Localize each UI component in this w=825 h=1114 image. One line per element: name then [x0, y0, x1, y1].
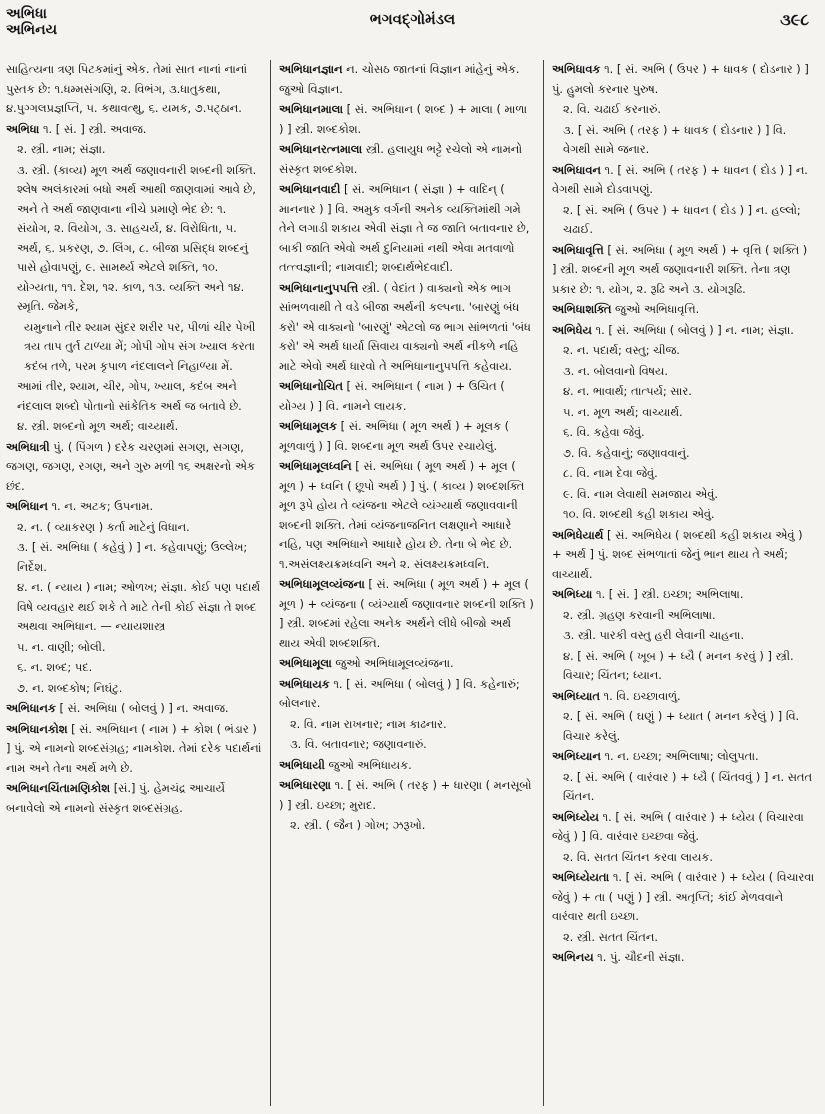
- definition-text: ૨. સ્ત્રી. નામ; સંજ્ઞા.: [17, 142, 106, 156]
- dictionary-entry: [552, 161, 815, 200]
- dictionary-entry: [279, 575, 535, 653]
- headword: અભિધાનમાલા: [279, 102, 344, 116]
- definition-text: ૨. સ્ત્રી. ( જૈન ) ગોખ; ઝરૂખો.: [290, 818, 426, 832]
- definition-text: ૧. [ સં. ] સ્ત્રી. ઇચ્છા; અભિલાષા.: [592, 587, 744, 601]
- definition-text: સાહિત્યના ત્રણ પિટકમાંનું એક. તેમાં સાત નાનાં નાનાં પુસ્તક છે: ૧.ધમ્મસંગણિ, ૨. વિભંગ, ૩.ધાતુકથા, ૪.પુગ્ગલપ્રજ્ઞપ્તિ, ૫. કથાવત્થુ, ૬. યમક, ૭.પટ્ઠાન.: [6, 62, 248, 115]
- definition-text: યમુનાને તીર શ્યામ સુંદર શરીર પર, પીળાં ચીર પેખી ત્રય તાપ તુર્ત ટાળ્યા મેં; ગોપી ગોપ સંગ ખ્યાલ કરતા કદંબ તળે, પરમ કૃપાળ નંદલાલને નિહાળ્યા મેં.: [24, 319, 256, 373]
- column-3: [552, 60, 815, 1106]
- dictionary-entry: [552, 747, 815, 767]
- headword: અભિધાન: [6, 499, 48, 513]
- definition-text: ૩. [ સં. અભિધા ( કહેવું ) ] ન. કહેવાપણું; ઉલ્લેખ; નિર્દેશ.: [17, 540, 248, 574]
- sense-line: [279, 735, 535, 755]
- dictionary-entry: [552, 300, 815, 320]
- headword: અભિધામૂલક: [279, 419, 338, 433]
- headword: અભિધ્યેયતા: [552, 870, 610, 884]
- dictionary-entry: [279, 417, 535, 456]
- definition-text: [ સં. અભિધાન ( સંજ્ઞા ) + વાદિન્ ( માનનાર ) ] વિ. અમુક વર્ગની અનેક વ્યક્તિમાંથી ગમે તેને લગાડી શકાય એવી સંજ્ઞા તે જ જાતિ બતાવનાર છે, બાકી જાતિ એવો અર્થ દુનિયામાં નથી એવા મતવાળો તત્ત્વજ્ઞાની; નામવાદી; શબ્દાર્થભેદવાદી.: [279, 182, 530, 274]
- definition-text: સ્ત્રી. હલાયુધ ભટ્ટે રચેલો એ નામનો સંસ્કૃત શબ્દકોશ.: [279, 142, 523, 176]
- dictionary-entry: [552, 868, 815, 927]
- dictionary-entry: [279, 457, 535, 574]
- headword: અભિધ્યેય: [552, 809, 599, 824]
- headword: અભિધાનાનુપપત્તિ: [279, 280, 359, 295]
- headword: અભિધામૂલધ્વનિ: [279, 459, 352, 473]
- dictionary-entry: [279, 60, 535, 99]
- definition-text: ૧. [ સં. અભિધા ( બોલવું ) ] ન. નામ; સંજ્ઞા.: [591, 322, 794, 337]
- definition-text: ૪. ન. ભાવાર્થ; તાત્પર્ય; સાર.: [563, 384, 692, 398]
- sense-line: [6, 161, 262, 317]
- headword: અભિધાવક: [552, 62, 601, 76]
- definition-text: ૫. ન. મૂળ અર્થ; વાચ્યાર્થ.: [563, 404, 683, 419]
- definition-text: ૮. વિ. નામ દેવા જેવું.: [563, 466, 658, 480]
- definition-text: ૧. [ સં. અભિધા ( બોલવું ) ] વિ. કહેનારું; બોલનાર.: [279, 676, 520, 710]
- sense-line: [552, 382, 815, 402]
- dictionary-entry: [279, 654, 535, 674]
- definition-text: ૧. પું. ચૌદની સંજ્ઞા.: [593, 950, 685, 964]
- definition-text: [ સં. અભિધા ( મૂળ અર્થ ) + મૂલક ( મૂળવાળું ) ] વિ. શબ્દના મૂળ અર્થ ઉપર રચાયેલું.: [279, 419, 510, 453]
- headword: અભિધ્યા: [552, 587, 593, 601]
- dictionary-entry: [6, 438, 262, 497]
- dictionary-entry: [279, 180, 535, 278]
- headword: અભિધાયી: [279, 757, 325, 772]
- definition-text: જુઓ અભિધામૂલવ્યંજના.: [331, 656, 454, 670]
- definition-text: ૬. વિ. કહેવા જેવું.: [563, 425, 645, 439]
- sense-line: [552, 121, 815, 160]
- page-number: ૩૯૮: [780, 10, 809, 29]
- definition-text: જુઓ અભિધાયક.: [324, 757, 412, 772]
- dictionary-entry: [279, 756, 535, 776]
- dictionary-entry: [552, 585, 815, 605]
- definition-text: ૯. વિ. નામ લેવાથી સમજાય એવું.: [563, 486, 718, 501]
- dictionary-entry: [552, 687, 815, 707]
- definition-text: [ સં. અભિધા ( બોલવું ) ] ન. અવાજ.: [55, 701, 229, 715]
- definition-text: પું. ( પિંગળ ) દરેક ચરણમાં સગણ, સગણ, જગણ, જગણ, રગણ, અને ગુરુ મળી ૧૬ અક્ષરનો એક છંદ.: [6, 439, 255, 493]
- dictionary-entry: [552, 321, 815, 341]
- definition-text: ૨. સ્ત્રી. સતત ચિંતન.: [563, 929, 658, 944]
- sense-line: [6, 578, 262, 637]
- definition-text: ૩. સ્ત્રી. (કાવ્ય) મૂળ અર્થ જણાવનારી શબ્દની શક્તિ. શ્લેષ અલંકારમાં બધો અર્થ આથી જાણવામાં આવે છે, અને તે અર્થ જાણવાના નીચે પ્રમાણે ભેદ છે: ૧. સંયોગ, ૨. વિયોગ, ૩. સાહચર્ય, ૪. વિરોધિતા, ૫. અર્થ, ૬. પ્રકરણ, ૭. લિંગ, ૮. બીજા પ્રસિદ્ધ શબ્દનું પાસે હોવાપણું, ૯. સામર્થ્ય એટલે શક્તિ, ૧૦. યોગ્યતા, ૧૧. દેશ, ૧૨. કાળ, ૧૩. વ્યક્તિ અને ૧૪. સ્મૃતિ. જેમકે,: [17, 162, 257, 313]
- sense-line: [552, 403, 815, 423]
- sense-line: [6, 140, 262, 160]
- headword: અભિધેયાર્થ: [552, 527, 604, 542]
- headword: અભિધાનચિંતામણિકોશ: [6, 781, 111, 795]
- headword: અભિધેય: [552, 322, 592, 337]
- definition-text: ૪. [ સં. અભિ ( ખૂબ ) + ધ્યૈ ( મનન કરવું ) ] સ્ત્રી. વિચાર; ચિંતન; ધ્યાન.: [563, 648, 794, 682]
- headword: અભિધાનરત્નમાલા: [279, 142, 363, 156]
- definition-text: ૧. વિ. ઇચ્છાવાળું.: [599, 688, 681, 703]
- dictionary-entry: [279, 675, 535, 714]
- sense-line: [552, 647, 815, 686]
- sense-line: [552, 485, 815, 505]
- sense-line: [552, 444, 815, 464]
- headword: અભિધ્યાન: [552, 749, 601, 763]
- definition-text: ૧. [ સં. અભિ ( ઉપર ) + ધાવક ( દોડનાર ) ] પું. હુમલો કરનાર પુરુષ.: [552, 62, 809, 96]
- column-divider: [270, 60, 271, 1106]
- definition-text: ૩. ન. બોલવાનો વિષય.: [563, 363, 668, 378]
- dictionary-entry: [279, 279, 535, 377]
- sense-line: [552, 362, 815, 382]
- definition-text: ૭. વિ. કહેવાનું; જણાવવાનું.: [563, 445, 690, 460]
- dictionary-entry: [6, 720, 262, 779]
- definition-text: ૨. ન. પદાર્થ; વસ્તુ; ચીજ.: [563, 343, 680, 357]
- definition-text: [ સં. અભિધાન ( નામ ) + ઉચિત ( યોગ્ય ) ] વિ. નામને લાયક.: [279, 379, 505, 413]
- definition-text: ૧. [ સં. અભિ ( તરફ ) + ધાવન ( દોડ ) ] ન. વેગથી સામે દોડવાપણું.: [552, 162, 808, 196]
- headword: અભિધ્યાત: [552, 688, 600, 703]
- sense-line: [552, 341, 815, 361]
- headword: અભિધાવૃત્તિ: [552, 242, 604, 257]
- sense-line: [552, 928, 815, 948]
- definition-text: [ સં. અભિધાન ( શબ્દ ) + માલા ( માળા ) ] સ્ત્રી. શબ્દકોશ.: [279, 102, 528, 136]
- definition-text: આમાં તીર, શ્યામ, ચીર, ગોપ, ખ્યાલ, કદંબ અને નંદલાલ શબ્દો પોતાનો સાંકેતિક અર્થ જ બતાવે છે.: [17, 379, 242, 413]
- definition-text: ૩. વિ. બતાવનાર; જણાવનારું.: [290, 737, 427, 751]
- headword: અભિધાનવાદી: [279, 182, 341, 196]
- definition-text: ૧. [ સં. અભિ ( વારંવાર ) + ધ્યેય ( વિચારવા જેવું ) + તા ( પણું ) ] સ્ત્રી. અતૃપ્તિ; કાંઈ મેળવવાને વારંવાર થતી ઇચ્છા.: [552, 870, 815, 923]
- definition-text: [ સં. અભિધેય ( શબ્દથી કહી શકાય એવું ) + અર્થ ] પું. શબ્દ સંભળાતાં જેનું ભાન થાય તે અર્થ; વાચ્યાર્થ.: [552, 527, 803, 581]
- sense-line: [279, 816, 535, 836]
- definition-text: ૧. ન. અટક; ઉપનામ.: [47, 499, 154, 513]
- dictionary-entry: [552, 60, 815, 99]
- dictionary-entry: [6, 779, 262, 818]
- column-2: [279, 60, 535, 1106]
- headword: અભિધાત્રી: [6, 439, 50, 454]
- headword: અભિધામૂલા: [279, 656, 332, 670]
- headword: અભિધાનક: [6, 701, 56, 715]
- sense-line: [552, 201, 815, 240]
- column-divider: [543, 60, 544, 1106]
- definition-text: ૨. સ્ત્રી. ગ્રહણ કરવાની અભિલાષા.: [563, 607, 716, 622]
- definition-text: ૧. [ સં. અભિ ( વારંવાર ) + ધ્યેય ( વિચારવા જેવું ) ] વિ. વારંવાર ઇચ્છવા જેવું.: [552, 809, 804, 843]
- definition-text: [ સં. અભિધાન ( નામ ) + કોશ ( ભંડાર ) ] પું. એ નામનો શબ્દસંગ્રહ; નામકોશ. તેમાં દરેક પદાર્થનાં નામ અને તેના અર્થ મળે છે.: [6, 721, 262, 775]
- definition-text: ૪. ન. ( ન્યાય ) નામ; ઓળખ; સંજ્ઞા. કોઈ પણ પદાર્થ વિષે વ્યવહાર થઈ શકે તે માટે તેની કોઈ સંજ્ઞા તે શબ્દ અથવા અભિધાન. — ન્યાયશાસ્ત્ર: [17, 580, 261, 633]
- headword: અભિધારણા: [279, 778, 331, 792]
- definition-text: ન. ચોસઠ જાતનાં વિજ્ઞાન માંહેનું એક. જુઓ વિજ્ઞાન.: [279, 62, 520, 96]
- definition-text: ૪. સ્ત્રી. શબ્દનો મૂળ અર્થ; વાચ્યાર્થ.: [17, 419, 179, 433]
- sense-line: [6, 377, 262, 416]
- sense-line: [6, 518, 262, 538]
- dictionary-entry: [279, 377, 535, 416]
- dictionary-entry: [279, 140, 535, 179]
- headword: અભિધામૂલવ્યંજના: [279, 577, 365, 591]
- page-title: ભગવદ્ગોમંડલ: [369, 10, 456, 28]
- definition-text: ૨. ન. ( વ્યાકરણ ) કર્તા માટેનું વિધાન.: [17, 519, 190, 534]
- definition-text: ૨. [ સં. અભિ ( ઘણું ) + ધ્યાત ( મનન કરેલું ) ] વિ. વિચાર કરેલું.: [563, 709, 800, 743]
- headword: અભિધાયક: [279, 676, 330, 691]
- guide-word-first: અભિધા: [6, 6, 47, 22]
- definition-text: ૩. સ્ત્રી. પારકી વસ્તુ હરી લેવાની ચાહના.: [563, 628, 745, 642]
- dictionary-entry: [552, 948, 815, 968]
- definition-text: ૬. ન. શબ્દ; પદ.: [17, 660, 93, 674]
- headword: અભિધા: [6, 121, 40, 136]
- definition-text: ૧. [ સં. ] સ્ત્રી. અવાજ.: [39, 121, 147, 136]
- sense-line: [6, 638, 262, 658]
- sense-line: [6, 658, 262, 678]
- sense-line: [552, 100, 815, 120]
- sense-line: [552, 707, 815, 746]
- dictionary-entry: [6, 120, 262, 140]
- definition-text: ૩. [ સં. અભિ ( તરફ ) + ધાવક ( દોડનાર ) ] વિ. વેગથી સામે જનાર.: [563, 122, 787, 156]
- sense-line: [6, 417, 262, 437]
- dictionary-entry: [552, 241, 815, 300]
- dictionary-entry: [6, 497, 262, 517]
- headword: અભિધાનોચિત: [279, 379, 343, 393]
- sense-line: [279, 715, 535, 735]
- headword: અભિધાવન: [552, 162, 601, 177]
- sense-line: [552, 505, 815, 525]
- sense-line: [552, 848, 815, 868]
- headword: અભિધાનકોશ: [6, 721, 68, 736]
- definition-text: ૨. વિ. સતત ચિંતન કરવા લાયક.: [563, 849, 713, 864]
- sense-line: [6, 679, 262, 699]
- dictionary-entry: [279, 100, 535, 139]
- definition-text: સ્ત્રી. ( વેદાંત ) વાક્યનો એક ભાગ સાંભળવાથી તે વડે બીજા અર્થની કલ્પના. 'બારણું બંધ કરો' એ વાક્યનો 'બારણું' એટલો જ ભાગ સાંભળતાં 'બંધ કરો' એ અર્થ ધાર્યા સિવાય વાક્યનો અર્થ નીકળે નહિ માટે એવો અર્થ ધારવો તે અભિધાનાનુપપત્તિ કહેવાય.: [279, 280, 531, 373]
- definition-text: [ સં. અભિધા ( મૂળ અર્થ ) + મૂલ ( મૂળ ) + વ્યંજના ( વ્યંગ્યાર્થ જણાવનાર શબ્દની શક્તિ ) ] સ્ત્રી. શબ્દમાં રહેલા અનેક અર્થને લીધે બીજો અર્થ થાય એવી શબ્દશક્તિ.: [279, 577, 534, 650]
- definition-text: [ સં. અભિધા ( મૂળ અર્થ ) + મૂલ ( મૂળ ) + ધ્વનિ ( છૂપો અર્થ ) ] પું. ( કાવ્ય ) શબ્દશક્તિ મૂળ રૂપે હોય તે વ્યંજના એટલે વ્યંગ્યાર્થ જણાવવાની શબ્દની શક્તિ. તેમાં વ્યંજનાજનિત લક્ષણાને આધારે નહિ, પણ અભિધાને આધારે હોય છે. તેના બે ભેદ છે. ૧.અસંલક્ષ્યક્રમધ્વનિ અને ૨. સંલક્ષ્યક્રમધ્વનિ.: [279, 459, 525, 571]
- dictionary-entry: [552, 526, 815, 585]
- column-1: [6, 60, 262, 1106]
- sense-line: [552, 626, 815, 646]
- sense-line: [552, 423, 815, 443]
- definition-text: જુઓ અભિધાવૃત્તિ.: [611, 302, 700, 316]
- definition-text: [સં.] પું. હેમચંદ્ર આચાર્યે બનાવેલો એ નામનો સંસ્કૃત શબ્દસંગ્રહ.: [6, 781, 226, 815]
- definition-text: [ સં. અભિધા ( મૂળ અર્થ ) + વૃત્તિ ( શક્તિ ) ] સ્ત્રી. શબ્દની મૂળ અર્થ જણાવનારી શક્તિ. તેના ત્રણ પ્રકાર છે: ૧. યોગ, ૨. રૂઢિ અને ૩. યોગરૂઢિ.: [552, 242, 808, 296]
- dictionary-entry: [6, 699, 262, 719]
- dictionary-entry: [552, 808, 815, 847]
- definition-text: ૧. ન. ઇચ્છા; અભિલાષા; લોલુપતા.: [600, 749, 759, 763]
- definition-text: ૧૦. વિ. શબ્દથી કહી શકાય એવું.: [563, 507, 715, 521]
- sense-line: [552, 768, 815, 807]
- sense-line: [552, 606, 815, 626]
- definition-text: ૨. [ સં. અભિ ( ઉપર ) + ધાવન ( દોડ ) ] ન. હલ્લો; ચઢાઈ.: [563, 202, 801, 236]
- definition-text: ૭. ન. શબ્દકોષ; નિઘંટુ.: [17, 680, 123, 695]
- headword: અભિધાનજ્ઞાન: [279, 62, 343, 76]
- quoted-verse: [6, 318, 262, 377]
- definition-text: ૫. ન. વાણી; બોલી.: [17, 639, 106, 654]
- definition-text: ૨. વિ. નામ રાખનાર; નામ કાઢનાર.: [290, 716, 447, 731]
- sense-line: [552, 464, 815, 484]
- dictionary-entry: [279, 776, 535, 815]
- definition-text: ૨. વિ. ચઢાઈ કરનારું.: [563, 102, 661, 116]
- sense-line: [6, 60, 262, 119]
- sense-line: [6, 538, 262, 577]
- headword: અભિનય: [552, 950, 594, 964]
- definition-text: ૨. [ સં. અભિ ( વારંવાર ) + ધ્યૈ ( ચિંતવવું ) ] ન. સતત ચિંતન.: [563, 769, 813, 803]
- headword: અભિધાશક્તિ: [552, 302, 612, 316]
- definition-text: ૧. [ સં. અભિ ( તરફ ) + ધારણા ( મનસૂબો ) ] સ્ત્રી. ઇચ્છા; મુરાદ.: [279, 778, 532, 812]
- guide-word-last: અભિનય: [6, 22, 58, 38]
